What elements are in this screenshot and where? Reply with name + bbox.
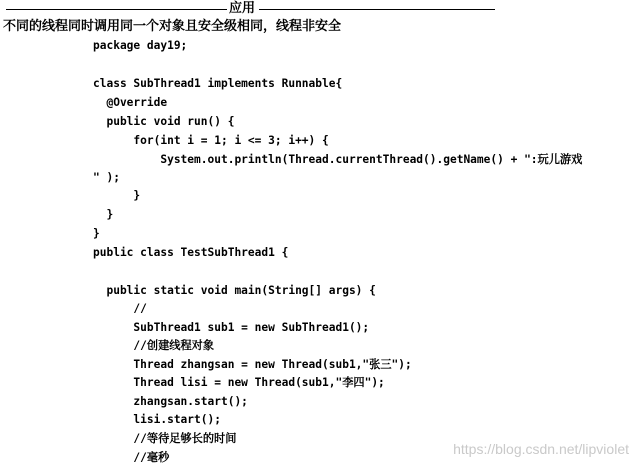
code-line: Thread lisi = new Thread(sub1,"李四"); (93, 376, 385, 389)
code-line: //等待足够长的时间 (93, 432, 237, 445)
code-line: public static void main(String[] args) { (93, 284, 376, 297)
code-line: for(int i = 1; i <= 3; i++) { (93, 134, 329, 147)
code-line: // (93, 302, 147, 315)
code-line: } (93, 227, 100, 240)
heading-rule-right (259, 9, 495, 10)
code-line: //创建线程对象 (93, 339, 215, 352)
code-line: zhangsan.start(); (93, 395, 248, 408)
section-title: 应用 (229, 1, 256, 16)
code-line: @Override (93, 96, 168, 109)
code-line: System.out.println(Thread.currentThread().getName() + ":玩儿游戏 (93, 153, 583, 166)
code-line: package day19; (93, 39, 188, 52)
code-line: //毫秒 (93, 451, 170, 464)
code-line: class SubThread1 implements Runnable{ (93, 77, 343, 90)
code-line: Thread zhangsan = new Thread(sub1,"张三"); (93, 358, 412, 371)
section-heading (0, 0, 639, 18)
code-line: public void run() { (93, 115, 235, 128)
code-line: } (93, 208, 114, 221)
intro-text: 不同的线程同时调用同一个对象且安全级相同，线程非安全 (3, 19, 342, 34)
code-line: public class TestSubThread1 { (93, 246, 289, 259)
watermark: https://blog.csdn.net/lipviolet (453, 441, 629, 457)
code-line: SubThread1 sub1 = new SubThread1(); (93, 321, 370, 334)
code-line: " ); (93, 171, 120, 184)
code-line: } (93, 189, 141, 202)
heading-rule-left (6, 9, 227, 10)
code-line: lisi.start(); (93, 413, 221, 426)
